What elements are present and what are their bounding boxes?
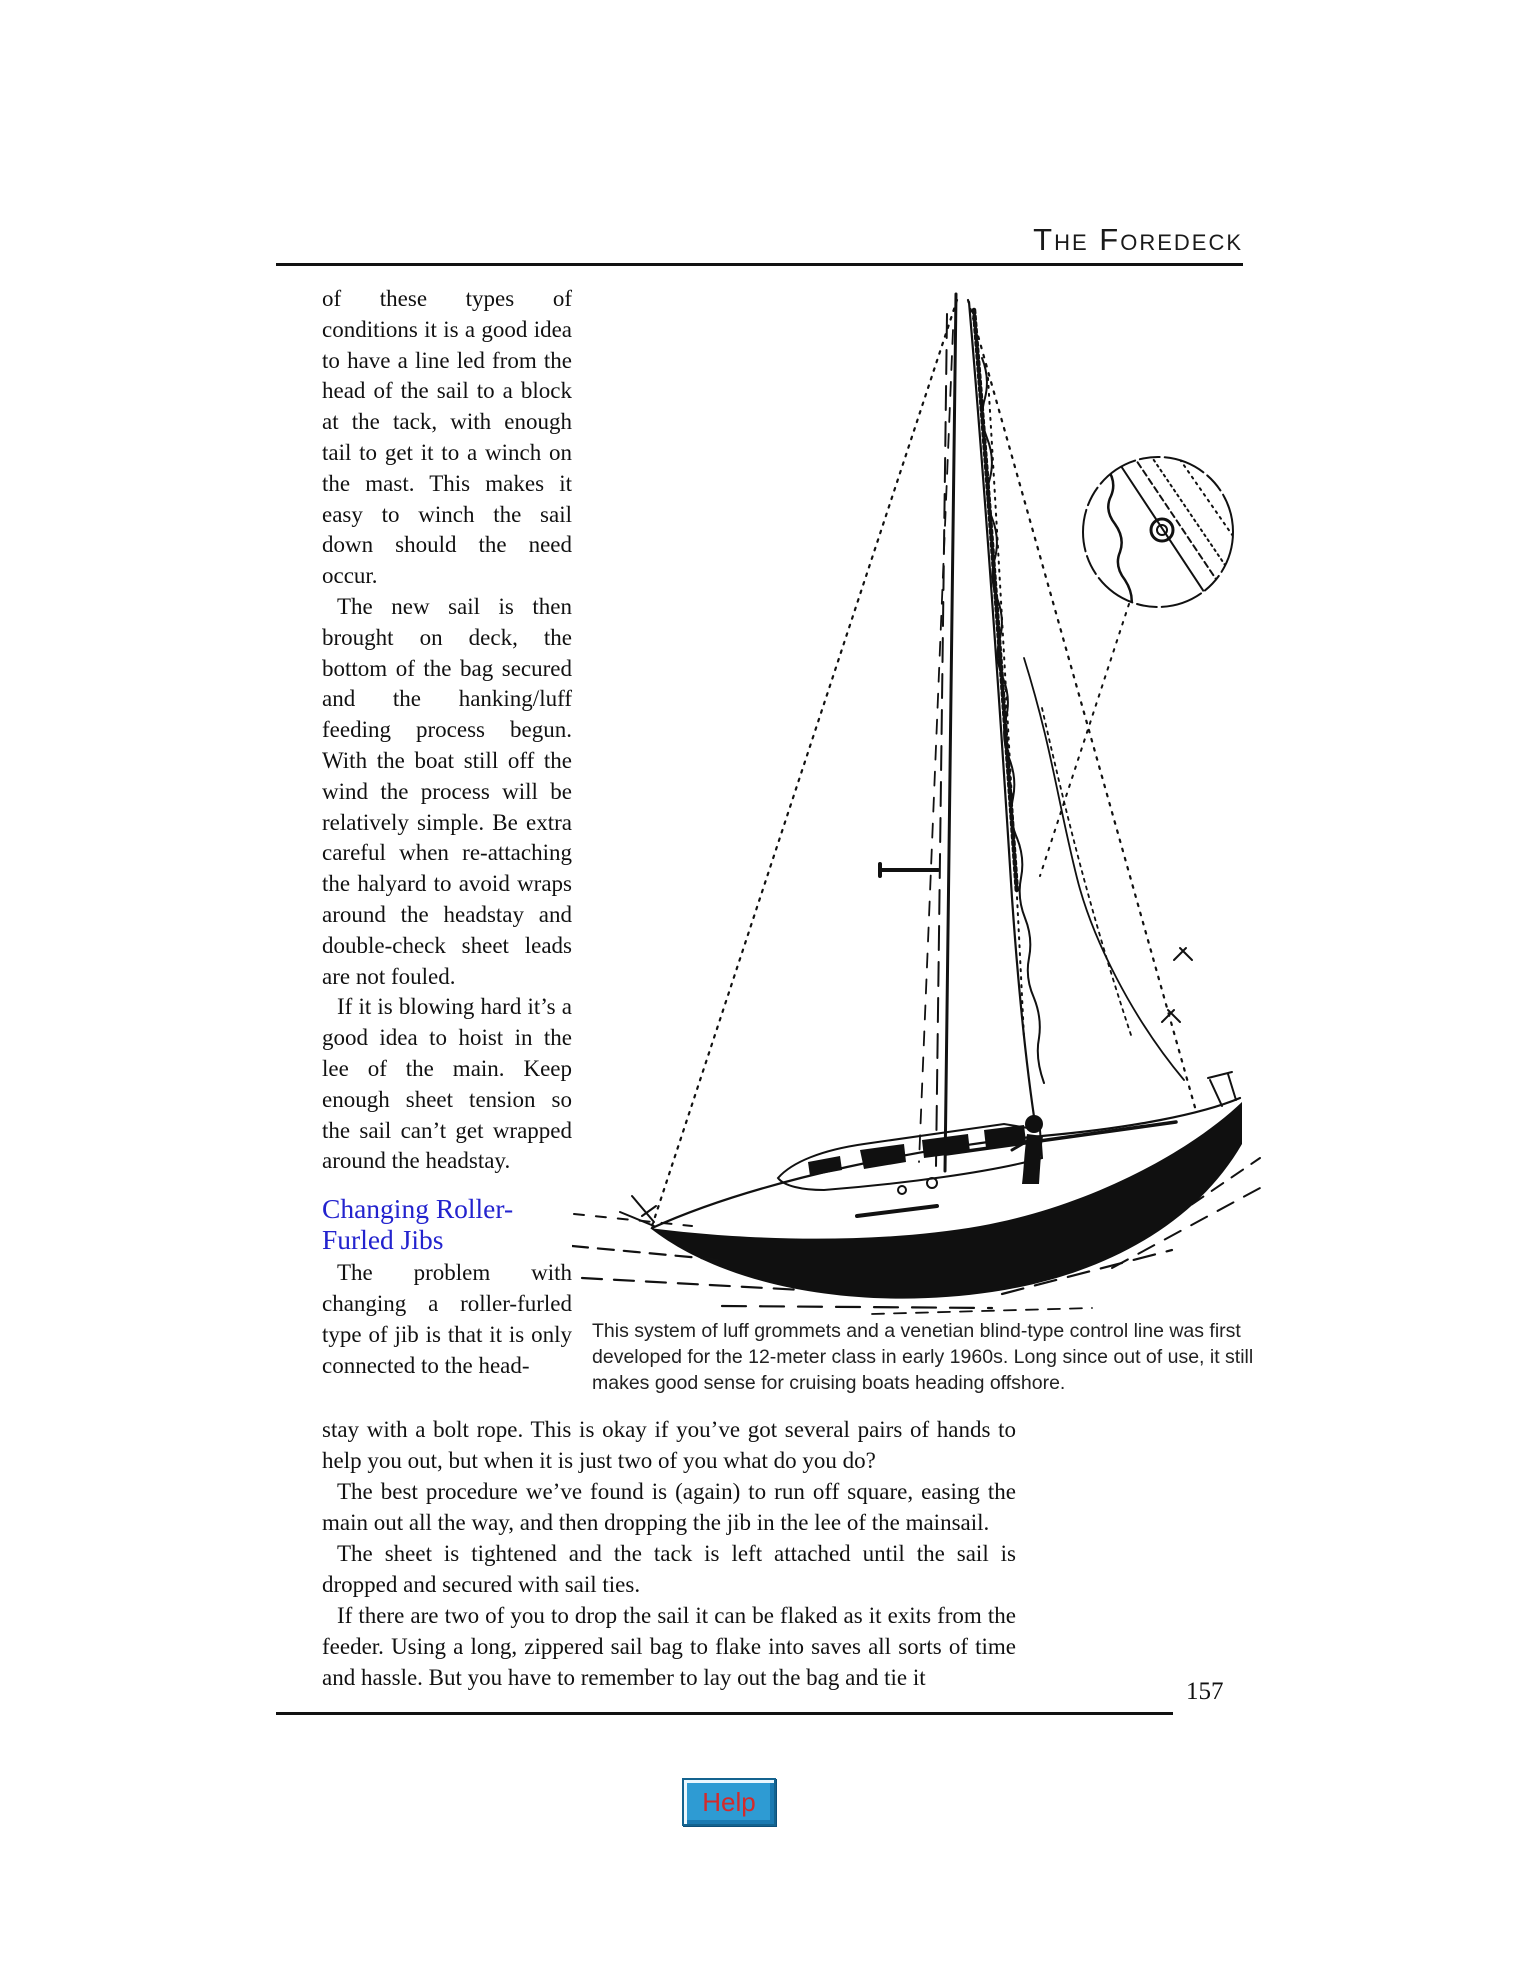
- body-column: [322, 284, 572, 1381]
- page-number: 157: [1186, 1678, 1224, 1705]
- figure-caption: This system of luff grommets and a venetian blind-type control line was first developed for the 12-meter class in early 1960s. Long since out of use, it still makes good sense for cruising boats heading offshore.: [592, 1320, 1254, 1394]
- header-rule: [276, 263, 1243, 266]
- sailboat-illustration: [572, 278, 1262, 1318]
- footer-rule: [276, 1712, 1173, 1715]
- paragraph: stay with a bolt rope. This is okay if you’ve got several pairs of hands to help you out, but when it is just two of you what do you do?: [322, 1417, 1016, 1473]
- section-heading: Changing Roller-Furled Jibs: [322, 1193, 514, 1256]
- paragraph: The best procedure we’ve found is (again) to run off square, easing the main out all the way, and then dropping the jib in the lee of the mainsail.: [322, 1479, 1016, 1535]
- paragraph: If it is blowing hard it’s a good idea to hoist in the lee of the main. Keep enough sheet tension so the sail can’t get wrapped around the headstay.: [322, 994, 572, 1174]
- paragraph: The sheet is tightened and the tack is left attached until the sail is dropped and secured with sail ties.: [322, 1541, 1016, 1597]
- help-button[interactable]: Help: [682, 1778, 776, 1826]
- body-continuation: [322, 1414, 1016, 1693]
- paragraph: If there are two of you to drop the sail it can be flaked as it exits from the feeder. Using a long, zippered sail bag to flake into saves all sorts of time and hassle. But you have to remember to lay out the bag and tie it: [322, 1603, 1016, 1690]
- page-title: The Foredeck: [1033, 222, 1243, 257]
- paragraph: The problem with changing a roller-furled type of jib is that it is only connected to the head-: [322, 1260, 572, 1378]
- paragraph: of these types of conditions it is a good idea to have a line led from the head of the sail to a block at the tack, with enough tail to get it to a winch on the mast. This makes it easy to winch the sail down should the need occur.: [322, 286, 572, 589]
- paragraph: The new sail is then brought on deck, the bottom of the bag secured and the hanking/luff feeding process begun. With the boat still off the wind the process will be relatively simple. Be extra careful when re-attaching the halyard to avoid wraps around the headstay and double-check sheet leads are not fouled.: [322, 593, 572, 989]
